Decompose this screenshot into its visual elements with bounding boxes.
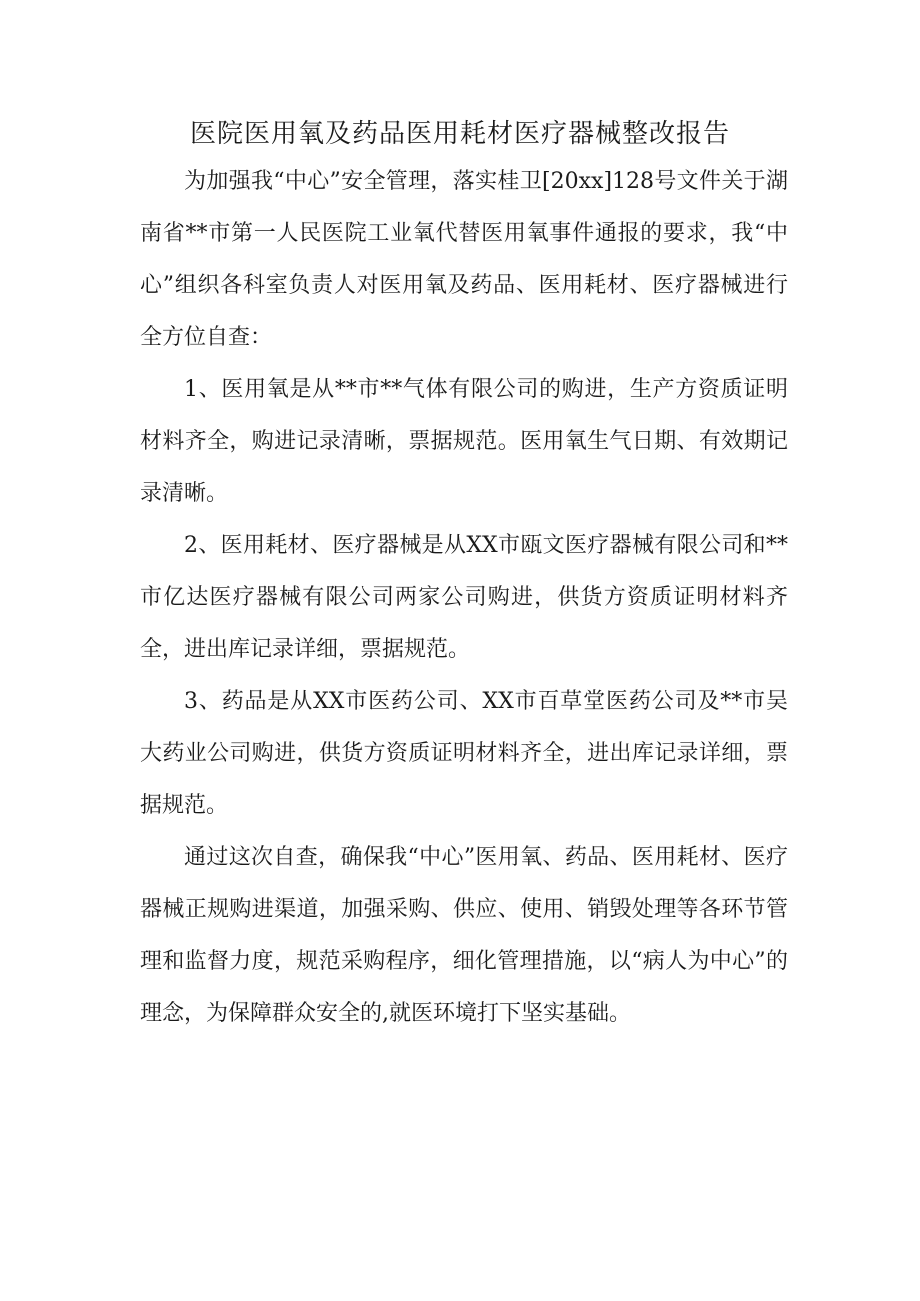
conclusion-paragraph: 通过这次自查，确保我“中心”医用氧、药品、医用耗材、医疗器械正规购进渠道，加强采购、供应、使用、销毁处理等各环节管理和监督力度，规范采购程序，细化管理措施，以“病人为中心”的理念，为保障群众安全的,就医环境打下坚实基础。	[140, 845, 788, 1026]
item-3-paragraph: 3、药品是从XX市医药公司、XX市百草堂医药公司及**市吴大药业公司购进，供货方资质证明材料齐全，进出库记录详细，票据规范。	[140, 689, 788, 818]
document-body	[140, 156, 788, 1040]
document-title: 医院医用氧及药品医用耗材医疗器械整改报告	[189, 119, 730, 149]
item-2-paragraph: 2、医用耗材、医疗器械是从XX市瓯文医疗器械有限公司和**市亿达医疗器械有限公司两家公司购进，供货方资质证明材料齐全，进出库记录详细，票据规范。	[140, 533, 788, 662]
item-1-paragraph: 1、医用氧是从**市**气体有限公司的购进，生产方资质证明材料齐全，购进记录清晰，票据规范。医用氧生气日期、有效期记录清晰。	[140, 377, 788, 506]
intro-paragraph: 为加强我“中心”安全管理，落实桂卫[20xx]128号文件关于湖南省**市第一人民医院工业氧代替医用氧事件通报的要求，我“中心”组织各科室负责人对医用氧及药品、医用耗材、医疗器械进行全方位自查：	[140, 169, 788, 350]
